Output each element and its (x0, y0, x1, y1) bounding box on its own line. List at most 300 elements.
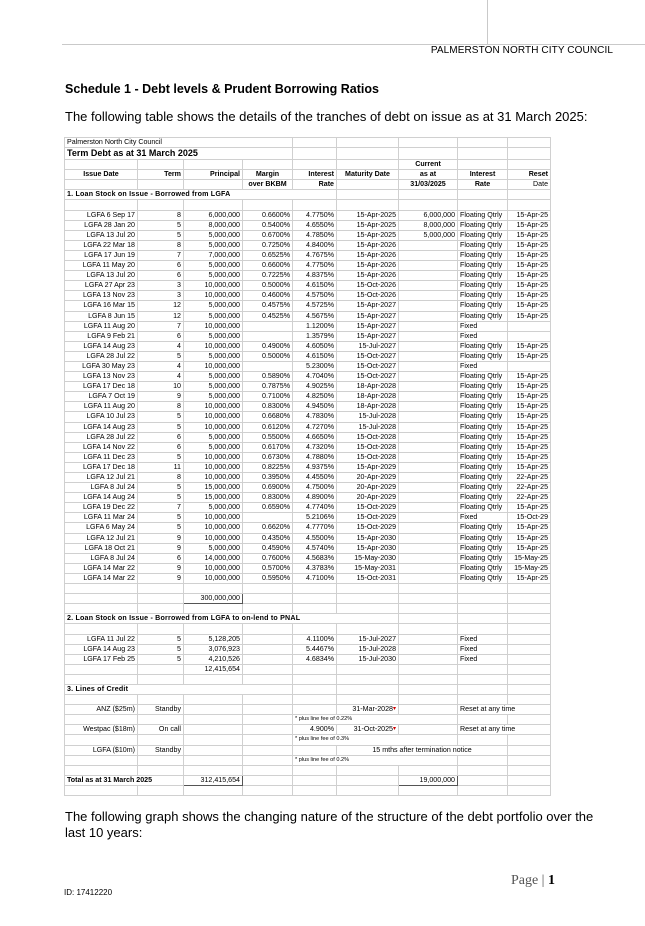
spacer-row (65, 674, 551, 684)
cell-current-balance (399, 412, 458, 422)
cell-current-balance (399, 361, 458, 371)
cell-current-balance (399, 503, 458, 513)
cell-maturity-date: 15-Apr-2030 (337, 543, 399, 553)
cell-rate-type: Floating Qtrly (458, 271, 508, 281)
cell-current-balance (399, 523, 458, 533)
cell-principal: 3,076,923 (184, 644, 243, 654)
total-current: 19,000,000 (399, 775, 458, 785)
cell-current-balance (399, 240, 458, 250)
loan-row-lgfa (65, 553, 551, 563)
cell-term: 12 (138, 301, 184, 311)
cell-principal: 10,000,000 (184, 321, 243, 331)
cell-term: 3 (138, 281, 184, 291)
cell-principal: 8,000,000 (184, 220, 243, 230)
cell-margin (243, 513, 293, 523)
cell-reset-date: 15-Oct-29 (508, 513, 551, 523)
cell-margin: 0.3950% (243, 473, 293, 483)
cell-term: 9 (138, 533, 184, 543)
cell-issue-date: LGFA 7 Oct 19 (65, 392, 138, 402)
council-name: PALMERSTON NORTH CITY COUNCIL (430, 45, 613, 56)
cell-rate-type: Floating Qtrly (458, 402, 508, 412)
title-row (65, 148, 551, 160)
cell-interest-rate: 4.7040% (293, 372, 337, 382)
cell-rate-type: Floating Qtrly (458, 250, 508, 260)
cell-principal: 10,000,000 (184, 533, 243, 543)
cell-reset-date: 22-Apr-25 (508, 493, 551, 503)
cell-issue-date: LGFA 11 Dec 23 (65, 452, 138, 462)
cell-current-balance (399, 291, 458, 301)
cell-rate-type: Floating Qtrly (458, 301, 508, 311)
credit-note-row (65, 715, 551, 725)
loan-row-lgfa (65, 392, 551, 402)
cell-maturity-date: 18-Apr-2028 (337, 402, 399, 412)
cell-reset-date: 15-Apr-25 (508, 301, 551, 311)
loan-row-pnal (65, 644, 551, 654)
cell-principal: 5,000,000 (184, 372, 243, 382)
credit-row-westpac (65, 725, 551, 735)
cell-reset-date: 15-Apr-25 (508, 250, 551, 260)
cell-maturity-date: 15-Jul-2030 (337, 654, 399, 664)
cell-reset-date: 15-May-25 (508, 563, 551, 573)
header-row-3 (65, 180, 551, 190)
section-3-title: 3. Lines of Credit (65, 684, 293, 694)
loan-row-lgfa (65, 452, 551, 462)
cell-term: 6 (138, 553, 184, 563)
cell-reset-date (508, 361, 551, 371)
loan-row-lgfa (65, 261, 551, 271)
cell-issue-date: LGFA 9 Feb 21 (65, 331, 138, 341)
cell-issue-date: LGFA 11 Mar 24 (65, 513, 138, 523)
org-name: Palmerston North City Council (65, 138, 293, 148)
cell-margin: 0.7100% (243, 392, 293, 402)
cell-current-balance (399, 563, 458, 573)
loan-row-lgfa (65, 523, 551, 533)
cell-reset-date: 15-Apr-25 (508, 432, 551, 442)
cell-rate-type: Floating Qtrly (458, 281, 508, 291)
cell-reset-date: 15-Apr-25 (508, 261, 551, 271)
cell-current-balance (399, 392, 458, 402)
cell-rate-type: Floating Qtrly (458, 503, 508, 513)
header-divider-vertical (487, 0, 488, 44)
cell-issue-date: LGFA 19 Dec 22 (65, 503, 138, 513)
credit-row-lgfa (65, 745, 551, 755)
debt-table-container (64, 137, 550, 796)
cell-rate-type: Floating Qtrly (458, 432, 508, 442)
cell-margin: 0.5000% (243, 281, 293, 291)
loan-row-lgfa (65, 250, 551, 260)
cell-reset-date: 15-Apr-25 (508, 422, 551, 432)
cell-maturity-date: 15-Oct-2029 (337, 523, 399, 533)
cell-margin (243, 644, 293, 654)
cell-margin: 0.6680% (243, 412, 293, 422)
col-interest-rate-sub: Rate (458, 180, 508, 190)
cell-margin (243, 321, 293, 331)
cell-current-balance (399, 432, 458, 442)
cell-current-balance (399, 311, 458, 321)
cell-issue-date: LGFA 14 Aug 23 (65, 341, 138, 351)
cell-current-balance (399, 351, 458, 361)
cell-reset-date: 15-Apr-25 (508, 372, 551, 382)
loan-row-lgfa (65, 311, 551, 321)
cell-issue-date: LGFA 17 Feb 25 (65, 654, 138, 664)
cell-rate-type: Floating Qtrly (458, 220, 508, 230)
page-label: Page | (510, 873, 548, 888)
cell-reset-date: 15-Apr-25 (508, 341, 551, 351)
cell-reset-date: 15-Apr-25 (508, 442, 551, 452)
cell-term: 11 (138, 462, 184, 472)
cell-principal: 5,000,000 (184, 230, 243, 240)
cell-maturity-date: 15-Jul-2028 (337, 412, 399, 422)
cell-maturity-date: 15-Apr-2026 (337, 240, 399, 250)
cell-interest-rate: 4.7770% (293, 523, 337, 533)
cell-maturity-date: 15-Oct-2027 (337, 351, 399, 361)
cell-margin: 0.7600% (243, 553, 293, 563)
cell-interest-rate: 4.8400% (293, 240, 337, 250)
cell-margin: 0.4575% (243, 301, 293, 311)
cell-interest-rate: 4.8375% (293, 271, 337, 281)
col-current-label-1: Current (399, 160, 458, 170)
credit-term: Standby (138, 745, 184, 755)
loan-row-lgfa (65, 341, 551, 351)
cell-current-balance (399, 250, 458, 260)
cell-term: 9 (138, 392, 184, 402)
cell-issue-date: LGFA 14 Aug 23 (65, 644, 138, 654)
cell-issue-date: LGFA 12 Jul 21 (65, 473, 138, 483)
cell-maturity-date: 15-Oct-2031 (337, 573, 399, 583)
cell-term: 8 (138, 240, 184, 250)
credit-rate (293, 705, 337, 715)
cell-margin: 0.6590% (243, 503, 293, 513)
cell-interest-rate: 1.3579% (293, 331, 337, 341)
cell-margin: 0.6120% (243, 422, 293, 432)
cell-issue-date: LGFA 18 Oct 21 (65, 543, 138, 553)
loan-row-lgfa (65, 402, 551, 412)
cell-interest-rate: 4.7270% (293, 422, 337, 432)
cell-maturity-date: 15-Apr-2026 (337, 261, 399, 271)
cell-current-balance: 6,000,000 (399, 210, 458, 220)
cell-principal: 15,000,000 (184, 483, 243, 493)
cell-issue-date: LGFA 13 Nov 23 (65, 372, 138, 382)
cell-current-balance (399, 372, 458, 382)
cell-interest-rate: 5.2300% (293, 361, 337, 371)
cell-maturity-date: 20-Apr-2029 (337, 483, 399, 493)
cell-maturity-date: 15-Apr-2026 (337, 250, 399, 260)
cell-issue-date: LGFA 28 Jul 22 (65, 432, 138, 442)
cell-term: 5 (138, 644, 184, 654)
loan-row-lgfa (65, 483, 551, 493)
cell-rate-type: Floating Qtrly (458, 553, 508, 563)
cell-interest-rate: 4.7740% (293, 503, 337, 513)
cell-principal: 5,000,000 (184, 240, 243, 250)
cell-rate-type: Fixed (458, 654, 508, 664)
cell-interest-rate: 4.5740% (293, 543, 337, 553)
cell-margin: 0.5000% (243, 351, 293, 361)
cell-reset-date: 15-Apr-25 (508, 240, 551, 250)
cell-reset-date: 15-Apr-25 (508, 220, 551, 230)
cell-interest-rate: 4.8900% (293, 493, 337, 503)
cell-principal: 10,000,000 (184, 402, 243, 412)
cell-maturity-date: 15-May-2030 (337, 553, 399, 563)
cell-current-balance (399, 301, 458, 311)
loan-row-lgfa (65, 382, 551, 392)
section-1-row (65, 190, 551, 200)
cell-current-balance (399, 382, 458, 392)
cell-principal: 10,000,000 (184, 412, 243, 422)
col-current-label-3: 31/03/2025 (399, 180, 458, 190)
cell-interest-rate: 4.5750% (293, 291, 337, 301)
cell-issue-date: LGFA 14 Mar 22 (65, 573, 138, 583)
cell-maturity-date: 20-Apr-2029 (337, 473, 399, 483)
cell-rate-type: Fixed (458, 634, 508, 644)
cell-margin: 0.4350% (243, 533, 293, 543)
cell-term: 5 (138, 654, 184, 664)
cell-principal: 5,000,000 (184, 271, 243, 281)
credit-maturity: 31-Oct-2025 (353, 725, 393, 734)
cell-rate-type: Floating Qtrly (458, 493, 508, 503)
credit-name: LGFA ($10m) (65, 745, 138, 755)
cell-current-balance (399, 654, 458, 664)
cell-principal: 10,000,000 (184, 422, 243, 432)
cell-reset-date: 15-Apr-25 (508, 210, 551, 220)
subtotal-1-row (65, 594, 551, 604)
cell-issue-date: LGFA 30 May 23 (65, 361, 138, 371)
cell-maturity-date: 15-Jul-2028 (337, 422, 399, 432)
col-interest-rate: Interest (458, 170, 508, 180)
loan-row-lgfa (65, 513, 551, 523)
cell-rate-type: Floating Qtrly (458, 261, 508, 271)
credit-note-row (65, 755, 551, 765)
spacer-row (65, 604, 551, 614)
credit-term: Standby (138, 705, 184, 715)
cell-interest-rate: 4.7850% (293, 230, 337, 240)
cell-issue-date: LGFA 13 Jul 20 (65, 230, 138, 240)
cell-maturity-date: 15-Apr-2029 (337, 462, 399, 472)
cell-principal: 5,000,000 (184, 543, 243, 553)
cell-issue-date: LGFA 14 Aug 24 (65, 493, 138, 503)
cell-principal: 10,000,000 (184, 281, 243, 291)
cell-current-balance (399, 493, 458, 503)
loan-row-lgfa (65, 210, 551, 220)
cell-margin: 0.6900% (243, 483, 293, 493)
cell-current-balance (399, 543, 458, 553)
col-reset-sub: Date (508, 180, 551, 190)
cell-principal: 15,000,000 (184, 493, 243, 503)
loan-row-lgfa (65, 493, 551, 503)
cell-maturity-date: 15-Oct-2026 (337, 291, 399, 301)
cell-reset-date: 15-Apr-25 (508, 402, 551, 412)
cell-principal: 5,000,000 (184, 503, 243, 513)
loan-row-lgfa (65, 240, 551, 250)
subtotal-2: 12,415,654 (184, 664, 243, 674)
cell-maturity-date: 15-Oct-2028 (337, 432, 399, 442)
cell-margin: 0.5950% (243, 573, 293, 583)
cell-term: 7 (138, 503, 184, 513)
loan-row-lgfa (65, 503, 551, 513)
cell-interest-rate: 4.7320% (293, 442, 337, 452)
cell-reset-date: 15-Apr-25 (508, 351, 551, 361)
loan-row-lgfa (65, 543, 551, 553)
cell-rate-type: Floating Qtrly (458, 382, 508, 392)
cell-rate-type: Floating Qtrly (458, 341, 508, 351)
cell-reset-date: 15-Apr-25 (508, 412, 551, 422)
cell-margin (243, 331, 293, 341)
cell-margin: 0.6700% (243, 230, 293, 240)
cell-interest-rate: 4.7750% (293, 261, 337, 271)
cell-margin: 0.6600% (243, 210, 293, 220)
credit-maturity: 15 mths after termination notice (337, 745, 508, 755)
section-3-row (65, 684, 551, 694)
cell-rate-type: Floating Qtrly (458, 483, 508, 493)
total-row (65, 775, 551, 785)
cell-maturity-date: 15-Oct-2026 (337, 281, 399, 291)
cell-rate-type: Floating Qtrly (458, 543, 508, 553)
cell-margin (243, 634, 293, 644)
cell-principal: 5,128,205 (184, 634, 243, 644)
cell-term: 9 (138, 573, 184, 583)
credit-maturity: 31-Mar-2028 (352, 705, 393, 714)
cell-margin: 0.5890% (243, 372, 293, 382)
header-row-1 (65, 160, 551, 170)
cell-current-balance (399, 442, 458, 452)
cell-rate-type: Fixed (458, 321, 508, 331)
cell-term: 5 (138, 513, 184, 523)
cell-interest-rate: 1.1200% (293, 321, 337, 331)
loan-row-lgfa (65, 442, 551, 452)
cell-interest-rate: 5.2106% (293, 513, 337, 523)
cell-interest-rate: 4.6150% (293, 281, 337, 291)
loan-row-lgfa (65, 331, 551, 341)
cell-issue-date: LGFA 14 Aug 23 (65, 422, 138, 432)
header-row-2 (65, 170, 551, 180)
cell-maturity-date: 15-Jul-2027 (337, 634, 399, 644)
cell-issue-date: LGFA 28 Jul 22 (65, 351, 138, 361)
cell-term: 5 (138, 483, 184, 493)
cell-principal: 5,000,000 (184, 442, 243, 452)
cell-interest-rate: 4.5683% (293, 553, 337, 563)
cell-principal: 10,000,000 (184, 473, 243, 483)
cell-margin: 0.4900% (243, 341, 293, 351)
table-title: Term Debt as at 31 March 2025 (65, 148, 293, 160)
cell-term: 6 (138, 331, 184, 341)
cell-issue-date: LGFA 14 Nov 22 (65, 442, 138, 452)
subtotal-2-row (65, 664, 551, 674)
cell-margin (243, 654, 293, 664)
loan-row-lgfa (65, 301, 551, 311)
cell-current-balance (399, 573, 458, 583)
cell-rate-type: Floating Qtrly (458, 372, 508, 382)
cell-reset-date: 15-Apr-25 (508, 230, 551, 240)
spacer-row (65, 785, 551, 795)
cell-margin: 0.6170% (243, 442, 293, 452)
cell-maturity-date: 15-Apr-2026 (337, 271, 399, 281)
cell-margin: 0.7225% (243, 271, 293, 281)
cell-principal: 10,000,000 (184, 341, 243, 351)
cell-rate-type: Floating Qtrly (458, 442, 508, 452)
cell-interest-rate: 4.6050% (293, 341, 337, 351)
cell-reset-date: 15-Apr-25 (508, 452, 551, 462)
cell-rate-type: Floating Qtrly (458, 210, 508, 220)
spacer-row (65, 695, 551, 705)
cell-reset-date: 22-Apr-25 (508, 483, 551, 493)
cell-term: 6 (138, 261, 184, 271)
col-term: Term (138, 170, 184, 180)
cell-interest-rate: 4.6550% (293, 220, 337, 230)
cell-reset-date: 15-May-25 (508, 553, 551, 563)
cell-rate-type: Floating Qtrly (458, 473, 508, 483)
cell-current-balance (399, 513, 458, 523)
cell-margin: 0.6620% (243, 523, 293, 533)
cell-term: 9 (138, 563, 184, 573)
cell-principal: 5,000,000 (184, 432, 243, 442)
cell-maturity-date: 15-Oct-2028 (337, 442, 399, 452)
cell-issue-date: LGFA 6 Sep 17 (65, 210, 138, 220)
cell-margin: 0.4600% (243, 291, 293, 301)
cell-reset-date: 15-Apr-25 (508, 523, 551, 533)
cell-margin (243, 361, 293, 371)
cell-margin: 0.4590% (243, 543, 293, 553)
section-1-title: 1. Loan Stock on Issue - Borrowed from LGFA (65, 190, 337, 200)
cell-interest-rate: 4.7750% (293, 210, 337, 220)
cell-maturity-date: 15-Jul-2028 (337, 644, 399, 654)
cell-interest-rate: 4.5675% (293, 311, 337, 321)
cell-term: 5 (138, 230, 184, 240)
credit-note: * plus line fee of 0.2% (293, 755, 458, 765)
credit-name: Westpac ($18m) (65, 725, 138, 735)
subtotal-1: 300,000,000 (184, 594, 243, 604)
cell-interest-rate: 4.1100% (293, 634, 337, 644)
cell-principal: 10,000,000 (184, 513, 243, 523)
cell-reset-date: 15-Apr-25 (508, 533, 551, 543)
col-margin: Margin (243, 170, 293, 180)
cell-maturity-date: 15-Oct-2029 (337, 503, 399, 513)
cell-principal: 4,210,526 (184, 654, 243, 664)
loan-row-pnal (65, 634, 551, 644)
cell-maturity-date: 15-Jul-2027 (337, 341, 399, 351)
cell-interest-rate: 5.4467% (293, 644, 337, 654)
credit-row-anz (65, 705, 551, 715)
cell-rate-type: Floating Qtrly (458, 462, 508, 472)
col-maturity: Maturity Date (337, 170, 399, 180)
total-label: Total as at 31 March 2025 (65, 775, 184, 785)
page-heading: Schedule 1 - Debt levels & Prudent Borrowing Ratios (65, 82, 379, 96)
cell-maturity-date: 18-Apr-2028 (337, 392, 399, 402)
cell-reset-date: 15-Apr-25 (508, 281, 551, 291)
cell-reset-date: 15-Apr-25 (508, 291, 551, 301)
cell-term: 6 (138, 271, 184, 281)
section-2-row (65, 614, 551, 624)
cell-term: 5 (138, 634, 184, 644)
credit-interest-rate: Reset at any time (458, 705, 551, 715)
cell-reset-date: 15-Apr-25 (508, 311, 551, 321)
cell-principal: 7,000,000 (184, 250, 243, 260)
cell-reset-date: 15-Apr-25 (508, 392, 551, 402)
cell-issue-date: LGFA 17 Jun 19 (65, 250, 138, 260)
loan-row-lgfa (65, 281, 551, 291)
cell-interest-rate: 4.4550% (293, 473, 337, 483)
cell-interest-rate: 4.8250% (293, 392, 337, 402)
cell-principal: 10,000,000 (184, 563, 243, 573)
spacer-row (65, 624, 551, 634)
cell-reset-date (508, 321, 551, 331)
cell-rate-type: Floating Qtrly (458, 563, 508, 573)
credit-name: ANZ ($25m) (65, 705, 138, 715)
cell-current-balance: 5,000,000 (399, 230, 458, 240)
cell-maturity-date: 15-Apr-2027 (337, 311, 399, 321)
cell-issue-date: LGFA 6 May 24 (65, 523, 138, 533)
cell-issue-date: LGFA 28 Jan 20 (65, 220, 138, 230)
loan-row-lgfa (65, 230, 551, 240)
cell-principal: 5,000,000 (184, 351, 243, 361)
